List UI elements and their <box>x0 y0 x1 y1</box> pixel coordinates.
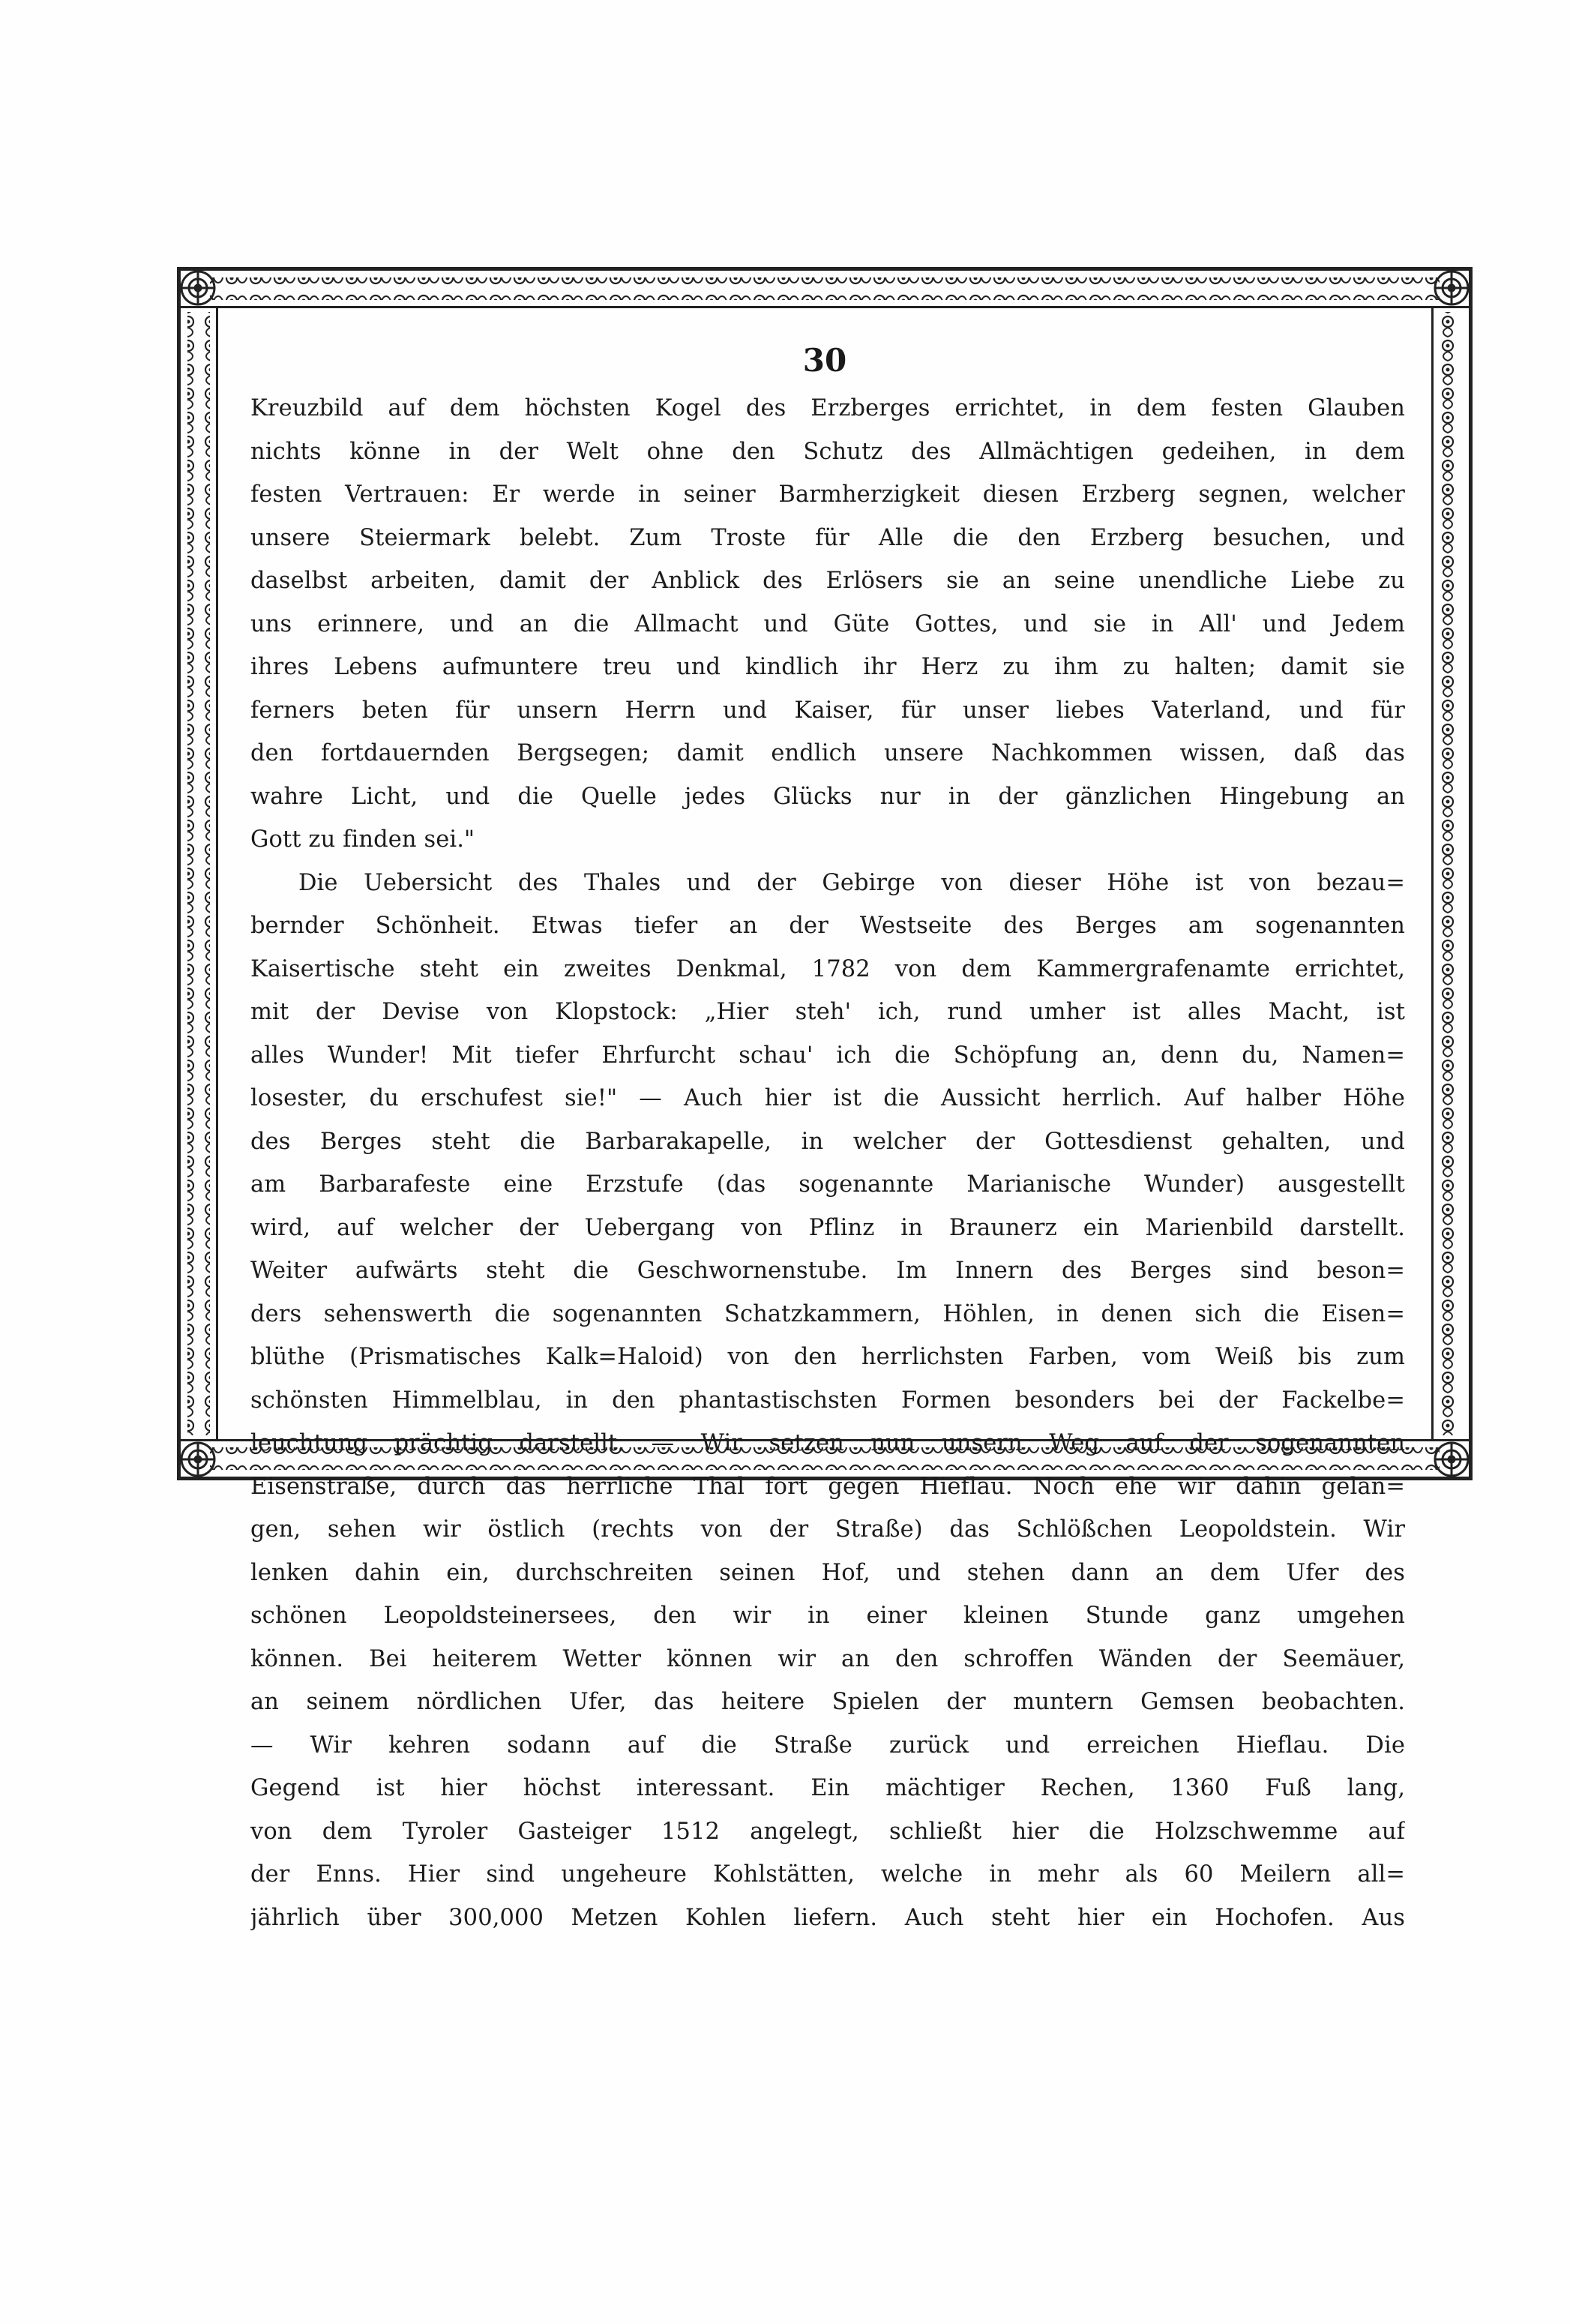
text-line: gen, sehen wir östlich (rechts von der Straße) das Schlößchen Leopoldstein. Wir <box>250 1516 1405 1543</box>
text-line: ihres Lebens aufmuntere treu und kindlich ihr Herz zu ihm zu halten; damit sie <box>250 654 1405 680</box>
ornamental-frame <box>177 267 1473 1931</box>
text-line: Weiter aufwärts steht die Geschwornenstube. Im Innern des Berges sind beson= <box>250 1258 1405 1284</box>
text-line: — Wir kehren sodann auf die Straße zurück und erreichen Hieflau. Die <box>250 1732 1405 1759</box>
text-line: schönen Leopoldsteinersees, den wir in einer kleinen Stunde ganz umgehen <box>250 1603 1405 1629</box>
text-line: uns erinnere, und an die Allmacht und Güte Gottes, und sie in All' und Jedem <box>250 610 1405 637</box>
text-line: Kaisertische steht ein zweites Denkmal, 1782 von dem Kammergrafenamte errichtet, <box>250 955 1405 982</box>
text-line: Kreuzbild auf dem höchsten Kogel des Erzberges errichtet, in dem festen Glauben <box>250 395 1405 421</box>
text-line: von dem Tyroler Gasteiger 1512 angelegt, schließt hier die Holzschwemme auf <box>250 1818 1405 1845</box>
text-line: Gott zu finden sei." <box>250 826 475 853</box>
text-line: mit der Devise von Klopstock: „Hier steh' ich, rund umher ist alles Macht, ist <box>250 999 1405 1025</box>
text-line: am Barbarafeste eine Erzstufe (das sogenannte Marianische Wunder) ausgestellt <box>250 1171 1405 1198</box>
text-line: bernder Schönheit. Etwas tiefer an der Westseite des Berges am sogenannten <box>250 913 1405 939</box>
text-line: unsere Steiermark belebt. Zum Troste für Alle die den Erzberg besuchen, und <box>250 524 1405 551</box>
text-line: alles Wunder! Mit tiefer Ehrfurcht schau' ich die Schöpfung an, denn du, Namen= <box>250 1042 1405 1069</box>
page-number: 30 <box>802 342 847 379</box>
text-line: Gegend ist hier höchst interessant. Ein mächtiger Rechen, 1360 Fuß lang, <box>250 1775 1405 1801</box>
text-line: festen Vertrauen: Er werde in seiner Barmherzigkeit diesen Erzberg segnen, welcher <box>250 481 1405 508</box>
text-line: der Enns. Hier sind ungeheure Kohlstätten, welche in mehr als 60 Meilern all= <box>250 1861 1405 1888</box>
paragraph-start: Die Uebersicht des Thales und der Gebirge von dieser Höhe ist von bezau= <box>298 869 1405 896</box>
text-line: blüthe (Prismatisches Kalk=Haloid) von den herrlichsten Farben, vom Weiß bis zum <box>250 1344 1405 1370</box>
text-line: können. Bei heiterem Wetter können wir an den schroffen Wänden der Seemäuer, <box>250 1645 1405 1672</box>
text-line: Eisenstraße, durch das herrliche Thal fort gegen Hieflau. Noch ehe wir dahin gelan= <box>250 1473 1405 1500</box>
text-line: des Berges steht die Barbarakapelle, in welcher der Gottesdienst gehalten, und <box>250 1128 1405 1155</box>
text-line: lenken dahin ein, durchschreiten seinen Hof, und stehen dann an dem Ufer des <box>250 1559 1405 1586</box>
text-line: wird, auf welcher der Uebergang von Pflinz in Braunerz ein Marienbild darstellt. <box>250 1214 1405 1241</box>
text-line: ferners beten für unsern Herrn und Kaiser, für unser liebes Vaterland, und für <box>250 697 1405 724</box>
text-line: jährlich über 300,000 Metzen Kohlen liefern. Auch steht hier ein Hochofen. Aus <box>250 1904 1405 1931</box>
text-line: nichts könne in der Welt ohne den Schutz des Allmächtigen gedeihen, in dem <box>250 438 1405 465</box>
text-line: losester, du erschufest sie!" — Auch hier ist die Aussicht herrlich. Auf halber Höhe <box>250 1085 1405 1111</box>
text-line: daselbst arbeiten, damit der Anblick des Erlösers sie an seine unendliche Liebe zu <box>250 568 1405 594</box>
text-line: wahre Licht, und die Quelle jedes Glücks nur in der gänzlichen Hingebung an <box>250 783 1405 810</box>
body-text <box>250 387 1405 1939</box>
text-line: ders sehenswerth die sogenannten Schatzkammern, Höhlen, in denen sich die Eisen= <box>250 1300 1405 1327</box>
text-line: an seinem nördlichen Ufer, das heitere Spielen der muntern Gemsen beobachten. <box>250 1689 1405 1715</box>
text-line: leuchtung prächtig darstellt. — Wir setzen nun unsern Weg auf der sogenannten <box>250 1430 1405 1456</box>
text-line: schönsten Himmelblau, in den phantastischsten Formen besonders bei der Fackelbe= <box>250 1387 1405 1414</box>
text-line: den fortdauernden Bergsegen; damit endlich unsere Nachkommen wissen, daß das <box>250 740 1405 766</box>
